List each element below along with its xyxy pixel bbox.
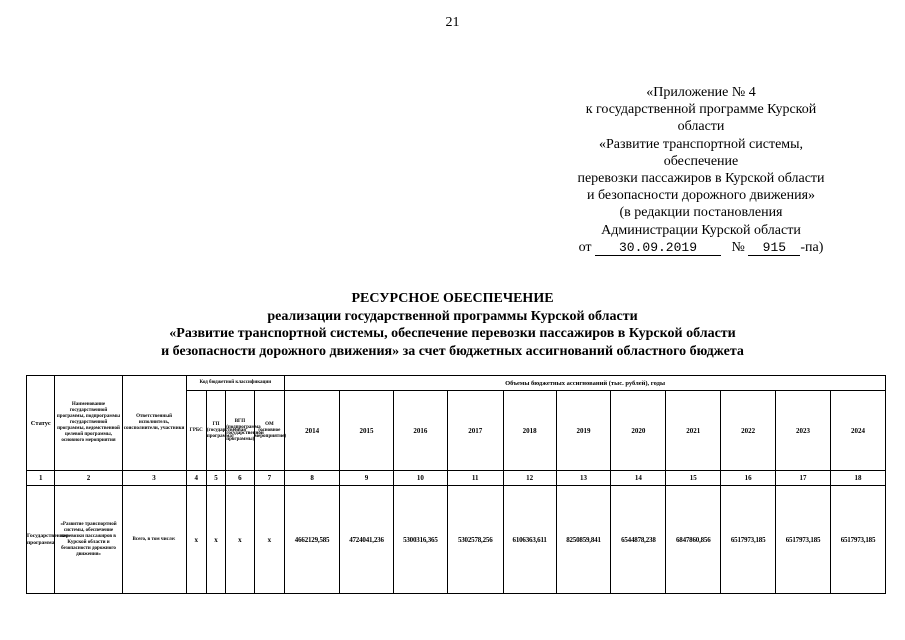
appendix-line: (в редакции постановления [619,205,783,221]
from-label: от [578,239,592,255]
heading-title: РЕСУРСНОЕ ОБЕСПЕЧЕНИЕ [351,291,554,306]
appendix-line: Администрации Курской области [601,222,801,238]
column-number: 16 [721,471,776,486]
row-value: 6517973,185 [776,486,831,594]
heading-line: реализации государственной программы Курской области [267,308,638,324]
header-budget-classification: Код бюджетной классификации [186,376,285,391]
row-value: 6544878,238 [611,486,666,594]
column-number: 18 [830,471,885,486]
column-number: 9 [340,471,394,486]
header-year: 2023 [776,391,831,471]
header-year: 2016 [393,391,447,471]
header-vgp: ВГП (подпрограмма государственной программы) [226,391,254,471]
row-value: 6106363,611 [503,486,556,594]
row-vgp: х [226,486,254,594]
row-om: х [254,486,284,594]
appendix-block [548,84,854,256]
row-value: 8250859,841 [556,486,611,594]
row-program-name: «Развитие транспортной системы, обеспечение перевозки пассажиров в Курской области и безопасности дорожного движения» [55,486,122,594]
column-number: 10 [393,471,447,486]
appendix-line: обеспечение [663,153,739,169]
header-year: 2020 [611,391,666,471]
column-number: 17 [776,471,831,486]
row-value: 5300316,365 [393,486,447,594]
page-number: 21 [445,15,460,30]
header-grbs: ГРБС [186,391,206,471]
column-number: 11 [447,471,503,486]
header-volumes: Объемы бюджетных ассигнований (тыс. рублей), годы [285,376,886,391]
decree-date-line [548,239,854,256]
header-year: 2017 [447,391,503,471]
header-year: 2018 [503,391,556,471]
table-row [27,486,886,594]
appendix-line: «Развитие транспортной системы, [598,136,804,152]
document-heading [0,290,905,360]
column-number: 4 [186,471,206,486]
row-gp: х [206,486,225,594]
appendix-line: перевозки пассажиров в Курской области [577,171,825,187]
header-year: 2022 [721,391,776,471]
heading-line: и безопасности дорожного движения» за счет бюджетных ассигнований областного бюджета [161,343,744,359]
header-year: 2019 [556,391,611,471]
row-value: 6517973,185 [721,486,776,594]
row-value: 5302578,256 [447,486,503,594]
column-number: 2 [55,471,122,486]
appendix-line: к государственной программе Курской [585,102,817,118]
column-number: 3 [122,471,186,486]
header-year: 2014 [285,391,340,471]
appendix-line: и безопасности дорожного движения» [586,188,816,204]
column-number: 15 [666,471,721,486]
header-executor: Ответственный исполнитель, соисполнители, участники [122,376,186,471]
column-number: 7 [254,471,284,486]
decree-date: 30.09.2019 [595,240,721,256]
row-status: Государственная программа [27,486,55,594]
header-om: ОМ (основное мероприятие) [254,391,284,471]
number-label: № [731,239,745,255]
column-number: 13 [556,471,611,486]
header-name: Наименование государственной программы, подпрограммы государственной программы, ведомственной целевой программы, основного мероприятия [55,376,122,471]
header-year: 2015 [340,391,394,471]
column-number: 8 [285,471,340,486]
header-year: 2021 [666,391,721,471]
row-grbs: х [186,486,206,594]
header-year: 2024 [830,391,885,471]
row-value: 4662129,585 [285,486,340,594]
column-number: 12 [503,471,556,486]
appendix-line: «Приложение № 4 [646,85,756,100]
column-number: 5 [206,471,225,486]
row-value: 4724041,236 [340,486,394,594]
column-number: 14 [611,471,666,486]
header-gp: ГП (государственная программа) [206,391,225,471]
column-number: 1 [27,471,55,486]
decree-number: 915 [748,240,800,256]
heading-line: «Развитие транспортной системы, обеспечение перевозки пассажиров в Курской области [169,326,736,342]
number-suffix: -па) [800,239,824,255]
row-executor: Всего, в том числе: [122,486,186,594]
resource-table [26,375,886,594]
header-status: Статус [27,376,55,471]
column-number: 6 [226,471,254,486]
appendix-line: области [677,119,725,135]
row-value: 6517973,185 [830,486,885,594]
row-value: 6847860,856 [666,486,721,594]
